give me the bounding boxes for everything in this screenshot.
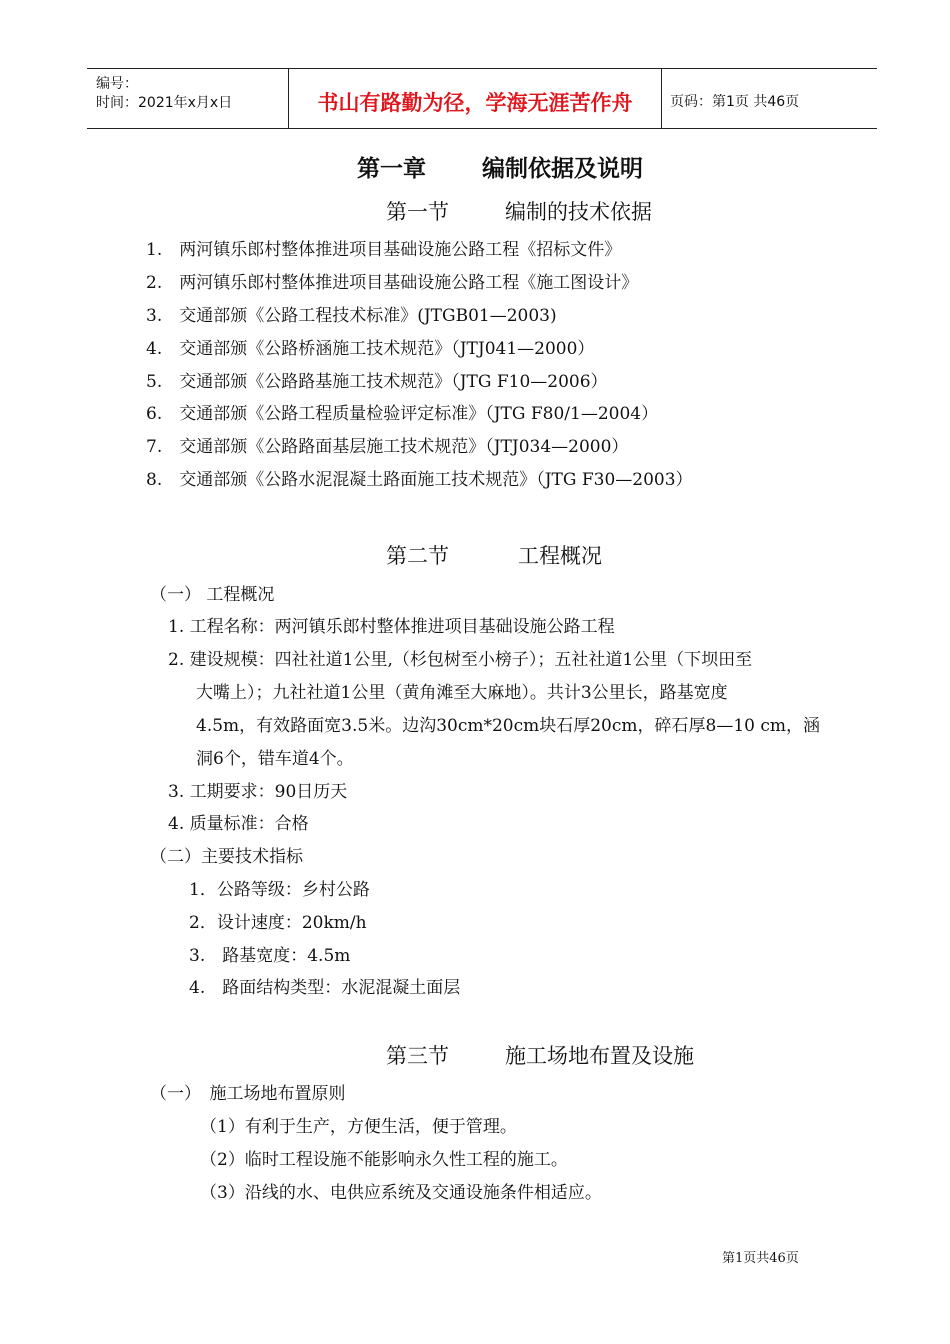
basis-item: 7. 交通部颁《公路路面基层施工技术规范》（JTJ034—2000） [146,437,629,457]
header-motto-cell [289,69,662,128]
tech-subheading: （二）主要技术指标 [150,847,303,867]
code-label: 编号： [96,76,138,92]
tech-item: 1．公路等级：乡村公路 [189,880,370,900]
motto-text: 书山有路勤为径，学海无涯苦作舟 [317,91,633,115]
basis-item: 2. 两河镇乐郎村整体推进项目基础设施公路工程《施工图设计》 [146,273,639,293]
date-line: 时间：2021年x月x日 [96,95,233,111]
basis-item: 8. 交通部颁《公路水泥混凝土路面施工技术规范》（JTG F30—2003） [146,470,693,490]
basis-item: 4. 交通部颁《公路桥涵施工技术规范》（JTJ041—2000） [146,339,595,359]
overview-item: 2. 建设规模：四社社道1公里,（杉包树至小榜子）；五社社道1公里（下坝田至 [168,650,753,670]
header-page-info: 页码：第1页 共46页 [670,94,800,110]
overview-item: 1. 工程名称：两河镇乐郎村整体推进项目基础设施公路工程 [168,617,615,637]
tech-item: 2．设计速度：20km/h [189,913,367,933]
footer-page-number: 第1页共46页 [722,1251,799,1266]
section1-number: 第一节 [386,200,449,224]
page-header [87,68,877,129]
basis-item: 5. 交通部颁《公路路基施工技术规范》（JTG F10—2006） [146,372,608,392]
section1-title: 编制的技术依据 [505,200,652,224]
tech-item: 3. 路基宽度：4.5m [189,946,351,966]
basis-item: 3. 交通部颁《公路工程技术标准》(JTGB01—2003) [146,306,557,326]
section3-number: 第三节 [386,1044,449,1068]
chapter-number: 第一章 [357,156,426,182]
header-page-cell [662,69,877,128]
basis-item: 1. 两河镇乐郎村整体推进项目基础设施公路工程《招标文件》 [146,240,622,260]
overview-item: 3. 工期要求：90日历天 [168,782,348,802]
section3-title: 施工场地布置及设施 [505,1044,694,1068]
header-meta-cell [87,69,289,128]
overview-subheading: （一） 工程概况 [150,585,275,605]
chapter-title: 编制依据及说明 [482,156,643,182]
site-item: （2）临时工程设施不能影响永久性工程的施工。 [200,1150,568,1170]
section2-number: 第二节 [386,544,449,568]
site-item: （3）沿线的水、电供应系统及交通设施条件相适应。 [200,1183,602,1203]
overview-item: 大嘴上）；九社社道1公里（黄角滩至大麻地）。共计3公里长，路基宽度 [196,683,728,703]
section2-title: 工程概况 [518,544,602,568]
basis-item: 6. 交通部颁《公路工程质量检验评定标准》（JTG F80/1—2004） [146,404,659,424]
site-subheading: （一） 施工场地布置原则 [150,1084,346,1104]
site-item: （1）有利于生产，方便生活，便于管理。 [200,1117,517,1137]
overview-item: 洞6个，错车道4个。 [196,749,354,769]
overview-item: 4. 质量标准：合格 [168,814,309,834]
overview-item: 4.5m，有效路面宽3.5米。边沟30cm*20cm块石厚20cm，碎石厚8—10 cm，涵 [196,716,821,736]
tech-item: 4. 路面结构类型：水泥混凝土面层 [189,978,461,998]
